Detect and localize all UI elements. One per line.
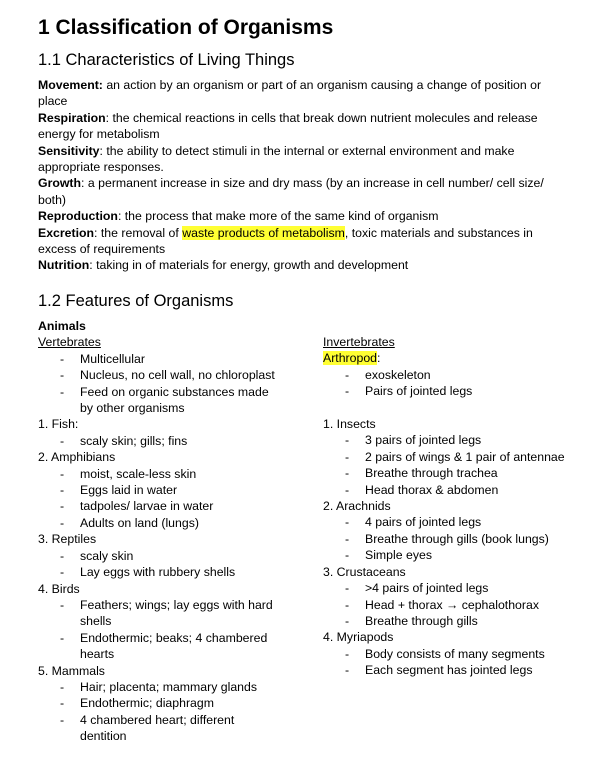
vertebrate-features-list — [38, 351, 293, 417]
section-heading-characteristics: 1.1 Characteristics of Living Things — [38, 51, 295, 69]
definition-text: , toxic materials and substances in excess of requirements — [38, 225, 533, 257]
crustacean-features-list — [323, 580, 583, 629]
list-item: - moist, scale-less skin — [38, 466, 293, 482]
definition-respiration — [38, 110, 558, 143]
term: Growth — [38, 176, 82, 191]
list-item: - Adults on land (lungs) — [38, 515, 293, 531]
group-arachnids: 2. Arachnids — [323, 499, 391, 514]
spacer — [323, 400, 583, 416]
group-birds: 4. Birds — [38, 581, 80, 596]
list-item: - Multicellular — [38, 351, 293, 367]
list-item: - Feathers; wings; lay eggs with hard shells — [38, 597, 280, 630]
definition-reproduction — [38, 208, 558, 224]
group-amphibians: 2. Amphibians — [38, 450, 116, 465]
list-item: - Head + thorax → cephalothorax — [323, 597, 583, 613]
arachnid-features-list — [323, 514, 583, 563]
group-insects: 1. Insects — [323, 417, 376, 432]
definition-text: an action by an organism or part of an organism causing a change of position or place — [38, 78, 542, 109]
list-item: - Each segment has jointed legs — [323, 662, 583, 678]
reptile-features-list — [38, 548, 293, 581]
colon: : — [377, 351, 381, 366]
definition-sensitivity — [38, 143, 558, 176]
insect-features-list — [323, 432, 583, 498]
list-item: - Nucleus, no cell wall, no chloroplast — [38, 367, 293, 383]
vertebrates-label: Vertebrates — [38, 335, 101, 350]
list-item: - Head thorax & abdomen — [323, 482, 583, 498]
definition-text: : the chemical reactions in cells that break down nutrient molecules and release energy for metabolism — [38, 110, 538, 142]
list-item: - 4 chambered heart; different dentition — [38, 712, 250, 745]
group-fish: 1. Fish: — [38, 417, 79, 432]
definition-nutrition — [38, 257, 558, 273]
definition-text: : the process that make more of the same kind of organism — [117, 209, 439, 224]
list-item: - >4 pairs of jointed legs — [323, 580, 583, 596]
invertebrates-column — [323, 334, 583, 679]
bird-features-list — [38, 597, 293, 663]
page-title: 1 Classification of Organisms — [38, 16, 334, 39]
list-item: - Eggs laid in water — [38, 482, 293, 498]
fish-features-list — [38, 433, 293, 449]
list-item: - Body consists of many segments — [323, 646, 583, 662]
group-myriapods: 4. Myriapods — [323, 630, 394, 645]
list-item: - Breathe through gills (book lungs) — [323, 531, 583, 547]
highlighted-text: waste products of metabolism — [182, 225, 345, 240]
term: Excretion — [38, 225, 95, 240]
invertebrates-label: Invertebrates — [323, 335, 395, 349]
term: Nutrition — [38, 258, 90, 273]
definition-excretion — [38, 225, 558, 258]
list-item: - scaly skin — [38, 548, 293, 564]
definition-text: : a permanent increase in size and dry mass (by an increase in cell number/ cell size/ both) — [38, 176, 544, 207]
list-item: - tadpoles/ larvae in water — [38, 498, 293, 514]
amphibian-features-list — [38, 466, 293, 532]
list-item: - Endothermic; beaks; 4 chambered hearts — [38, 630, 280, 663]
list-item: - Hair; placenta; mammary glands — [38, 679, 293, 695]
list-item: - 4 pairs of jointed legs — [323, 514, 583, 530]
term: Movement: — [38, 78, 103, 92]
arthropod-label: Arthropod — [323, 351, 378, 366]
group-mammals: 5. Mammals — [38, 663, 105, 678]
list-item: - Simple eyes — [323, 547, 583, 563]
list-item: - Pairs of jointed legs — [323, 383, 583, 399]
arthropod-heading — [323, 350, 583, 366]
definition-text: : taking in of materials for energy, growth and development — [89, 258, 409, 273]
arthropod-features-list — [323, 367, 583, 400]
list-item: - Breathe through gills — [323, 613, 583, 629]
list-item: - 2 pairs of wings & 1 pair of antennae — [323, 449, 583, 465]
group-reptiles: 3. Reptiles — [38, 532, 97, 547]
myriapod-features-list — [323, 646, 583, 679]
section-heading-features: 1.2 Features of Organisms — [38, 292, 234, 310]
list-item: - scaly skin; gills; fins — [38, 433, 293, 449]
definition-text: : the removal of — [94, 225, 183, 240]
list-item: - Lay eggs with rubbery shells — [38, 564, 293, 580]
term: Reproduction — [38, 209, 118, 224]
vertebrates-column — [38, 318, 293, 745]
term: Sensitivity — [38, 143, 100, 158]
mammal-features-list — [38, 679, 293, 745]
list-item: - Breathe through trachea — [323, 465, 583, 481]
list-item: - Feed on organic substances made by other organisms — [38, 384, 280, 417]
animals-label: Animals — [38, 319, 86, 333]
term: Respiration — [38, 110, 106, 125]
definition-growth — [38, 175, 558, 208]
group-crustaceans: 3. Crustaceans — [323, 564, 406, 579]
definition-text: : the ability to detect stimuli in the internal or external environment and make appropriate responses. — [38, 143, 515, 175]
definition-movement — [38, 77, 558, 110]
list-item: - 3 pairs of jointed legs — [323, 432, 583, 448]
list-item: - Endothermic; diaphragm — [38, 695, 293, 711]
characteristics-list — [38, 77, 558, 274]
list-item: - exoskeleton — [323, 367, 583, 383]
